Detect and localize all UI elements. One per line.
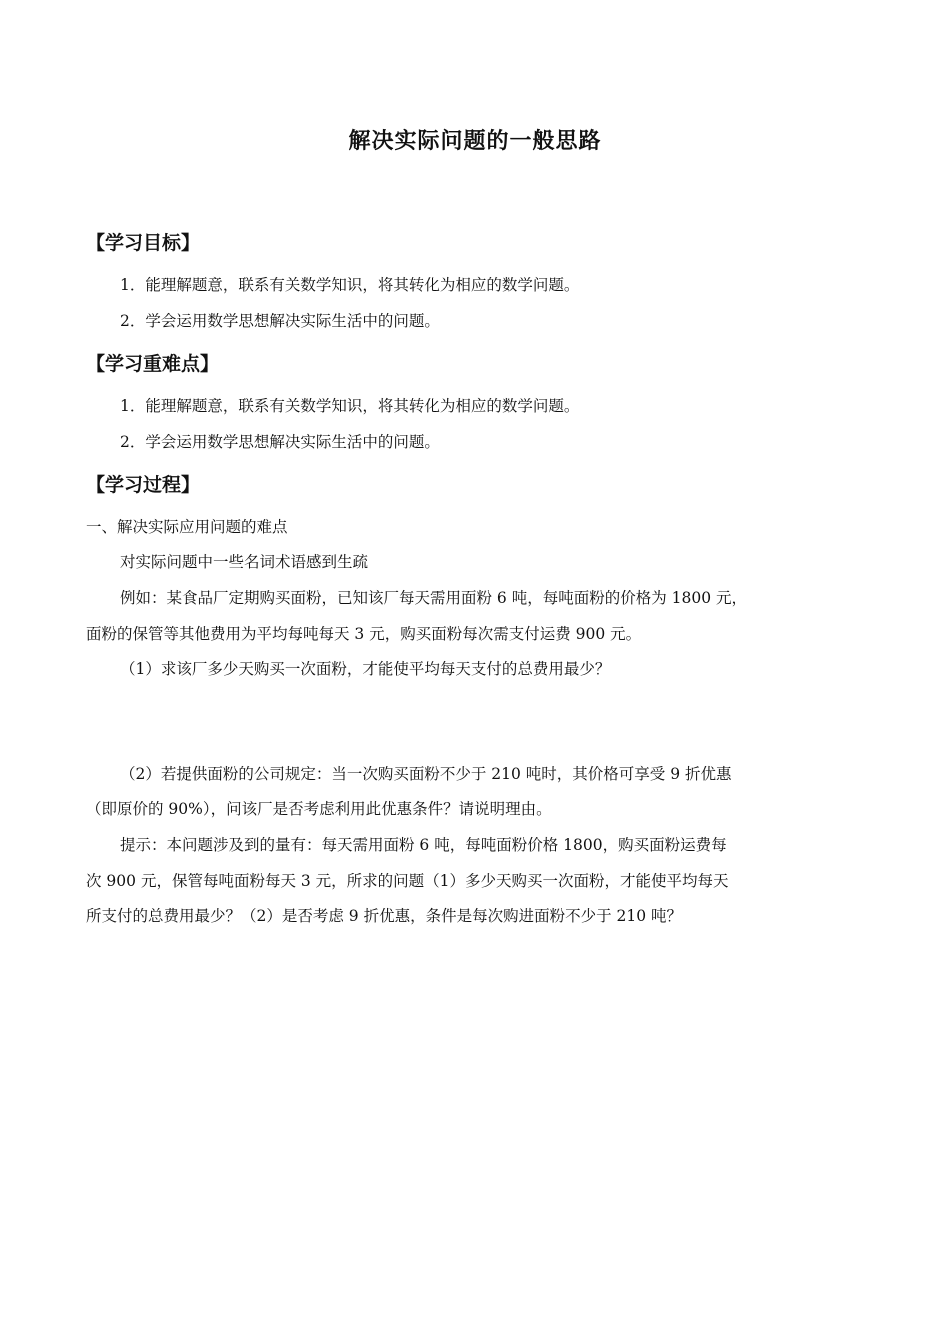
document-title: 解决实际问题的一般思路 bbox=[348, 129, 602, 154]
question-1: （1）求该厂多少天购买一次面粉，才能使平均每天支付的总费用最少？ bbox=[120, 660, 611, 678]
key-point-item-1: 1．能理解题意，联系有关数学知识，将其转化为相应的数学问题。 bbox=[120, 397, 580, 415]
section-heading-key-points: 【学习重难点】 bbox=[86, 353, 220, 375]
objective-item-2: 2．学会运用数学思想解决实际生活中的问题。 bbox=[120, 312, 440, 330]
hint-line-1: 提示：本问题涉及到的量有：每天需用面粉 6 吨，每吨面粉价格 1800，购买面粉运费每 bbox=[120, 836, 727, 854]
example-text-line-2: 面粉的保管等其他费用为平均每吨每天 3 元，购买面粉每次需支付运费 900 元。 bbox=[86, 625, 642, 643]
example-text-line-1: 例如：某食品厂定期购买面粉，已知该厂每天需用面粉 6 吨，每吨面粉的价格为 1800 元， bbox=[120, 589, 748, 607]
hint-line-2: 次 900 元，保管每吨面粉每天 3 元，所求的问题（1）多少天购买一次面粉，才能使平均每天 bbox=[86, 872, 729, 890]
hint-line-3: 所支付的总费用最少？（2）是否考虑 9 折优惠，条件是每次购进面粉不少于 210 吨？ bbox=[86, 907, 683, 925]
section-heading-objectives: 【学习目标】 bbox=[86, 232, 201, 254]
key-point-item-2: 2．学会运用数学思想解决实际生活中的问题。 bbox=[120, 433, 440, 451]
section-heading-process: 【学习过程】 bbox=[86, 474, 201, 496]
objective-item-1: 1．能理解题意，联系有关数学知识，将其转化为相应的数学问题。 bbox=[120, 276, 580, 294]
question-2-line-2: （即原价的 90%），问该厂是否考虑利用此优惠条件？请说明理由。 bbox=[86, 800, 552, 818]
question-2-line-1: （2）若提供面粉的公司规定：当一次购买面粉不少于 210 吨时，其价格可享受 9 折优惠 bbox=[120, 765, 732, 783]
process-intro: 对实际问题中一些名词术语感到生疏 bbox=[120, 553, 369, 571]
process-subheading: 一、解决实际应用问题的难点 bbox=[86, 518, 288, 536]
